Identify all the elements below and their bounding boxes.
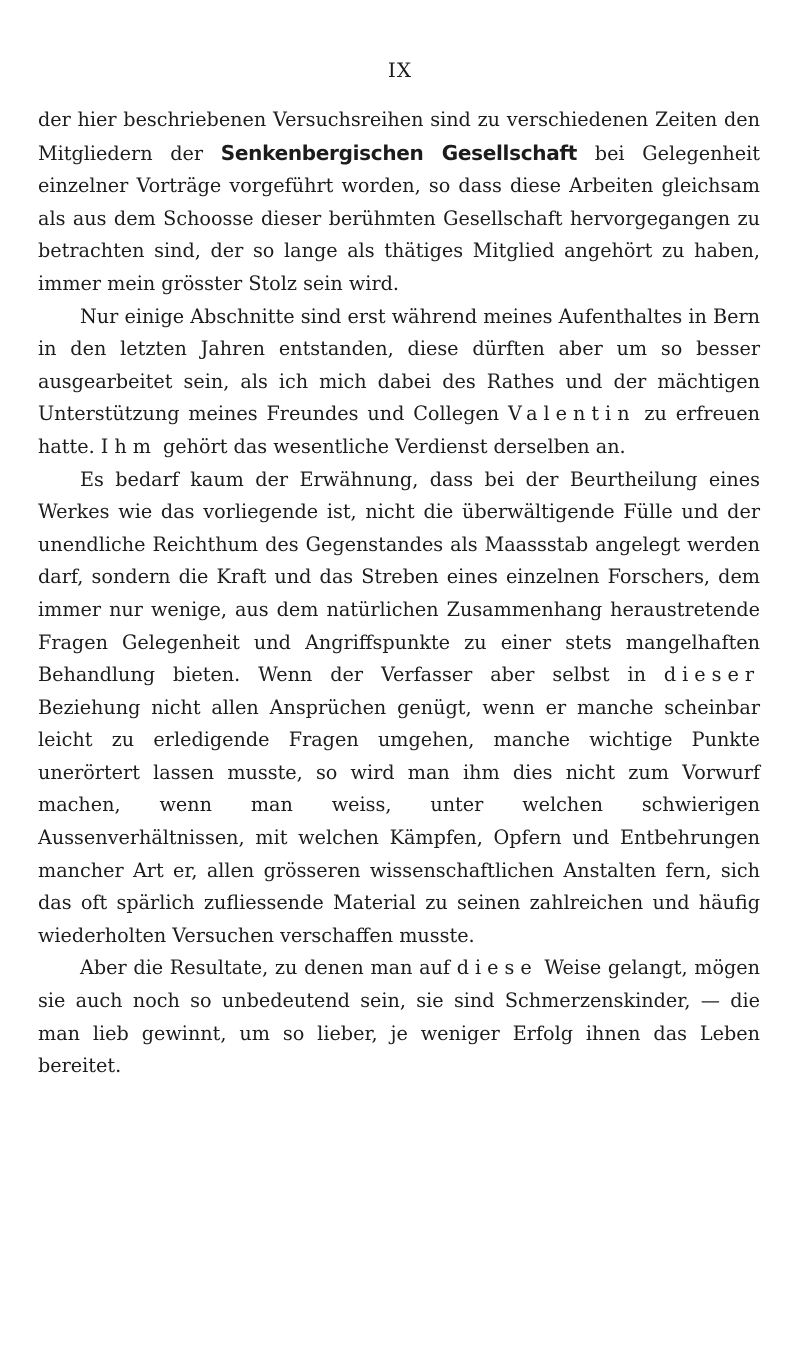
society-name: Senkenbergischen Gesellschaft bbox=[220, 140, 578, 165]
paragraph-4-text-a: Aber die Resultate, zu denen man auf bbox=[80, 956, 457, 980]
paragraph-3-text-a: Es bedarf kaum der Erwähnung, dass bei der Beurtheilung eines Werkes wie das vorliegende ist, nicht die überwältigende Fülle und der unendliche Reichthum des Gegenstandes als Maassstab angelegt werden darf, sondern die Kraft und das Streben eines einzelnen Forschers, dem immer nur wenige, aus dem natürlichen Zusammenhang heraustretende Fragen Gelegenheit und Angriffspunkte zu einer stets mangelhaften Behandlung bieten. Wenn der Verfasser aber selbst in bbox=[38, 467, 760, 687]
paragraph-1-text-a: der hier beschriebenen Versuchsreihen sind zu verschiedenen Zeiten den Mitgliedern der bbox=[38, 108, 760, 165]
page-number: IX bbox=[387, 58, 413, 82]
paragraph-3 bbox=[38, 464, 760, 953]
paragraph-4-text-b: Weise gelangt, mögen sie auch noch so unbedeutend sein, sie sind Schmerzenskinder, — die man lieb gewinnt, um so lieber, je weniger Erfolg ihnen das Leben bereitet. bbox=[38, 956, 760, 1078]
paragraph-1-text-b: bei Gelegenheit einzelner Vorträge vorgeführt worden, so dass diese Arbeiten gleichsam als aus dem Schoosse dieser berühmten Gesellschaft hervorgegangen zu betrachten sind, der so lange als thätiges Mitglied angehört zu haben, immer mein grösster Stolz sein wird. bbox=[38, 141, 760, 295]
paragraph-2-text-b: zu erfreuen hatte. bbox=[38, 402, 760, 458]
paragraph-1 bbox=[38, 104, 760, 301]
paragraph-2 bbox=[38, 301, 760, 464]
paragraph-4 bbox=[38, 952, 760, 1082]
paragraph-3-text-b: Beziehung nicht allen Ansprüchen genügt, wenn er manche scheinbar leicht zu erledigende Fragen umgehen, manche wichtige Punkte unerörtert lassen musste, so wird man ihm dies nicht zum Vorwurf machen, wenn man weiss, unter welchen schwierigen Aussenverhältnissen, mit welchen Kämpfen, Opfern und Entbehrungen mancher Art er, allen grösseren wissenschaftlichen Anstalten fern, sich das oft spärlich zufliessende Material zu seinen zahlreichen und häufig wiederholten Versuchen verschaffen musste. bbox=[38, 695, 760, 947]
emphasis-dieser: dieser bbox=[663, 663, 760, 687]
page-body bbox=[38, 104, 760, 1083]
emphasis-ihm: Ihm bbox=[100, 434, 157, 458]
emphasis-diese: diese bbox=[456, 956, 538, 980]
paragraph-2-text-a: Nur einige Abschnitte sind erst während meines Aufenthaltes in Bern in den letzten Jahren entstanden, diese dürften aber um so besser ausgearbeitet sein, als ich mich dabei des Rathes und der mächtigen Unterstützung meines Freundes und Collegen bbox=[38, 304, 760, 426]
paragraph-2-text-c: gehört das wesentliche Verdienst derselben an. bbox=[156, 434, 626, 458]
name-valentin: Valentin bbox=[507, 402, 636, 426]
